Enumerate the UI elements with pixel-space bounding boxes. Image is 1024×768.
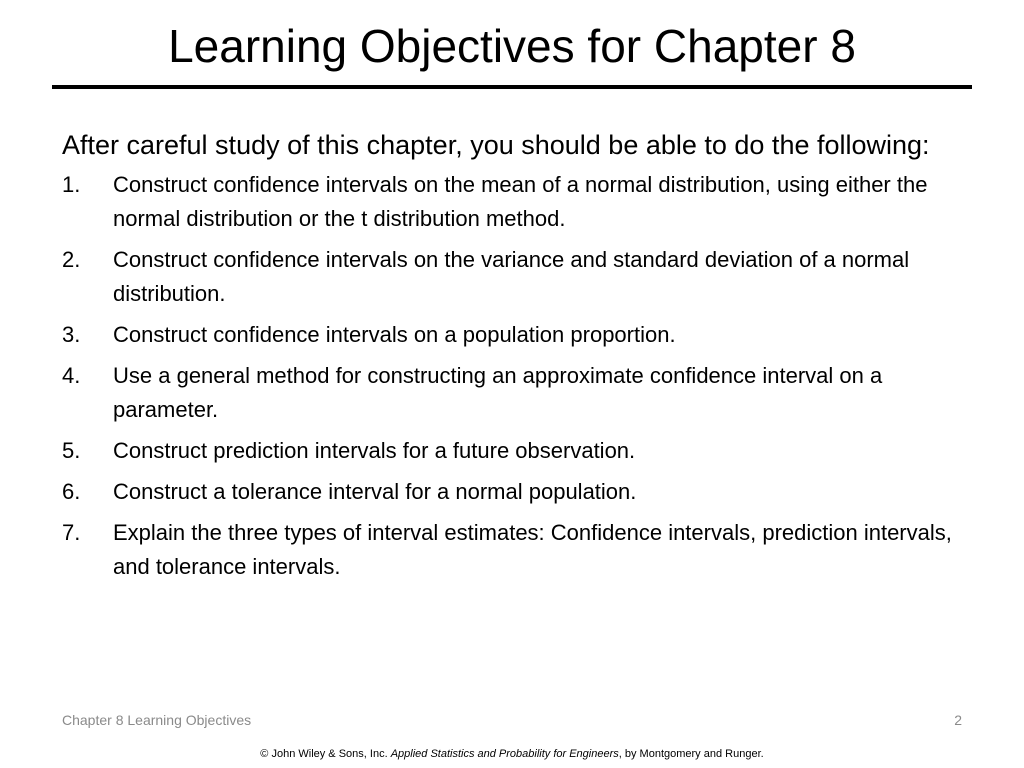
- objective-number: 6.: [62, 479, 81, 504]
- objective-number: 3.: [62, 322, 81, 347]
- objective-item: [62, 359, 972, 427]
- objective-number: 7.: [62, 520, 81, 545]
- objective-number: 5.: [62, 438, 81, 463]
- slide-title: Learning Objectives for Chapter 8: [168, 20, 856, 72]
- objective-text: Construct prediction intervals for a future observation.: [113, 438, 636, 463]
- objective-item: [62, 516, 972, 584]
- footer-chapter-label: Chapter 8 Learning Objectives: [62, 712, 252, 728]
- page-number: 2: [954, 712, 962, 728]
- objective-text: Construct a tolerance interval for a normal population.: [113, 479, 637, 504]
- copyright-suffix: , by Montgomery and Runger.: [618, 748, 764, 760]
- title-underline: [52, 85, 972, 89]
- objective-item: [62, 475, 972, 509]
- objective-text: Use a general method for constructing an approximate confidence interval on a parameter.: [113, 363, 883, 422]
- objective-text: Construct confidence intervals on a population proportion.: [113, 322, 676, 347]
- objective-number: 2.: [62, 247, 81, 272]
- objective-text: Explain the three types of interval estimates: Confidence intervals, prediction intervals, and tolerance intervals.: [113, 520, 952, 579]
- objective-number: 1.: [62, 172, 81, 197]
- objective-text: Construct confidence intervals on the mean of a normal distribution, using either the normal distribution or the t distribution method.: [113, 172, 928, 231]
- objective-item: [62, 243, 972, 311]
- copyright-prefix: © John Wiley & Sons, Inc.: [260, 748, 391, 760]
- objective-item: [62, 318, 972, 352]
- book-title: Applied Statistics and Probability for Engineers: [390, 748, 619, 760]
- copyright-notice: [0, 748, 1024, 760]
- intro-text: After careful study of this chapter, you should be able to do the following:: [62, 130, 930, 160]
- objective-number: 4.: [62, 363, 81, 388]
- objective-item: [62, 434, 972, 468]
- objective-text: Construct confidence intervals on the variance and standard deviation of a normal distribution.: [113, 247, 910, 306]
- slide-body: [62, 126, 972, 591]
- objective-item: [62, 168, 972, 236]
- objectives-list: [62, 168, 972, 584]
